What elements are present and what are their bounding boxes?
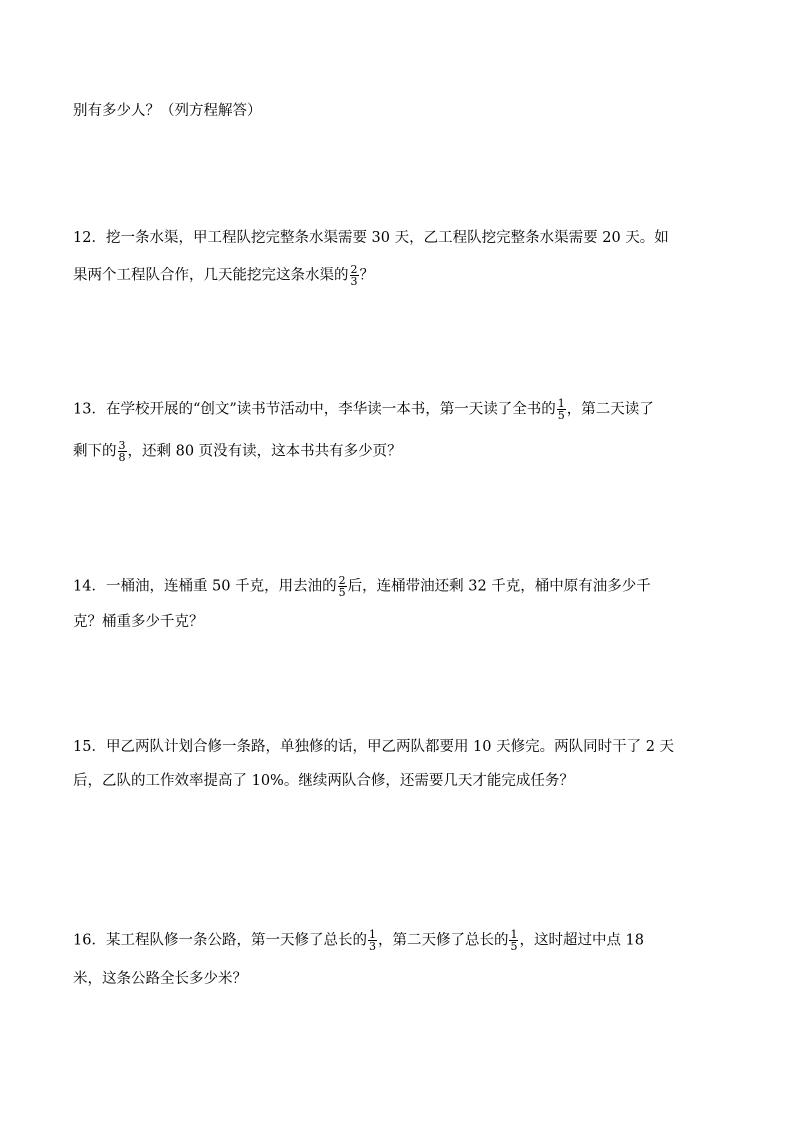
- q14-fraction: [338, 575, 347, 598]
- q13-fraction-2: [118, 440, 127, 463]
- fraction-numerator: 2: [338, 574, 346, 587]
- q13-text-2a: 剩下的: [73, 443, 117, 460]
- q16-fraction-2: [509, 929, 518, 952]
- q13-line-1: [73, 398, 723, 421]
- fraction-denominator: 3: [368, 940, 376, 953]
- q15-text-2: 后，乙队的工作效率提高了 10%。继续两队合修，还需要几天才能完成任务？: [73, 773, 574, 789]
- q15-text-1: 15．甲乙两队计划合修一条路，单独修的话，甲乙两队都要用 10 天修完。两队同时干了 2 天: [73, 739, 675, 755]
- fraction-denominator: 5: [557, 409, 565, 422]
- fraction-denominator: 8: [118, 451, 126, 464]
- fraction-numerator: 1: [368, 928, 376, 941]
- q16-line-2: [73, 969, 723, 989]
- q15-line-1: [73, 737, 723, 757]
- q13-text-2b: ，还剩 80 页没有读，这本书共有多少页？: [127, 443, 402, 460]
- q12-line-2: [73, 264, 723, 287]
- q13-text-1a: 13．在学校开展的“创文”读书节活动中，李华读一本书，第一天读了全书的: [73, 401, 556, 418]
- q12-text-2b: ？: [359, 267, 374, 284]
- q15-line-2: [73, 771, 723, 791]
- q16-text-1a: 16．某工程队修一条公路，第一天修了总长的: [73, 932, 367, 949]
- q16-line-1: [73, 929, 723, 952]
- q14-text-1a: 14．一桶油，连桶重 50 千克，用去油的: [73, 578, 337, 595]
- q12-text-2a: 果两个工程队合作，几天能挖完这条水渠的: [73, 267, 349, 284]
- q13-text-1b: ，第二天读了: [566, 401, 654, 418]
- q14-line-1: [73, 575, 723, 598]
- q16-text-2: 米，这条公路全长多少米？: [73, 971, 247, 987]
- q12-text-1: 12．挖一条水渠，甲工程队挖完整条水渠需要 30 天，乙工程队挖完整条水渠需要 20 天。如: [73, 230, 669, 246]
- q16-text-1b: ，第二天修了总长的: [377, 932, 509, 949]
- q13-fraction-1: [557, 398, 566, 421]
- fraction-numerator: 3: [118, 439, 126, 452]
- fraction-numerator: 1: [557, 397, 565, 410]
- fraction-numerator: 1: [510, 928, 518, 941]
- fraction-numerator: 2: [350, 263, 358, 276]
- q14-text-1b: 后，连桶带油还剩 32 千克，桶中原有油多少千: [347, 578, 651, 595]
- q16-fraction-1: [368, 929, 377, 952]
- q11-text: 别有多少人？（列方程解答）: [73, 103, 262, 119]
- q16-text-1c: ，这时超过中点 18: [519, 932, 645, 949]
- fraction-denominator: 3: [350, 275, 358, 288]
- q12-line-1: [73, 228, 723, 248]
- q11-line-2: [73, 101, 723, 121]
- fraction-denominator: 5: [510, 940, 518, 953]
- q12-fraction: [350, 264, 359, 287]
- q13-line-2: [73, 440, 723, 463]
- q14-line-2: [73, 612, 723, 632]
- q14-text-2: 克？桶重多少千克？: [73, 614, 204, 630]
- fraction-denominator: 5: [338, 586, 346, 599]
